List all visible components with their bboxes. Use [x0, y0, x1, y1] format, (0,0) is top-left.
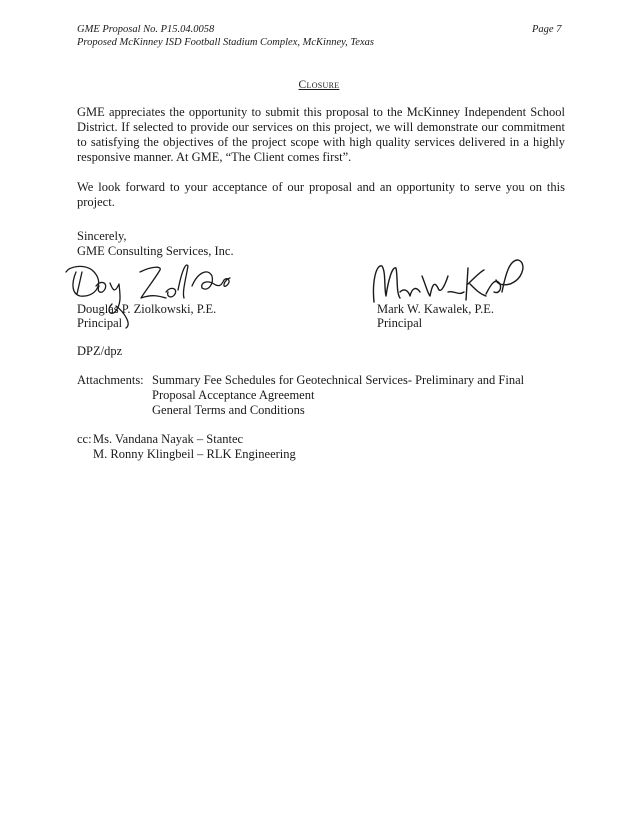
reference-initials: DPZ/dpz: [77, 344, 123, 358]
closure-paragraph-1: GME appreciates the opportunity to submit this proposal to the McKinney Independent School District. If selected to provide our services on this project, we will demonstrate our commitment to satisfying the objectives of the project scope with high quality services delivered in a highly responsive manner. At GME, “The Client comes first”.: [77, 105, 565, 164]
signer-2-title: Principal: [377, 316, 423, 330]
cc-recipient: Ms. Vandana Nayak – Stantec: [93, 432, 244, 446]
project-name: Proposed McKinney ISD Football Stadium Complex, McKinney, Texas: [77, 37, 374, 48]
cc-recipient: M. Ronny Klingbeil – RLK Engineering: [93, 447, 296, 461]
closure-paragraph-2: We look forward to your acceptance of our proposal and an opportunity to serve you on this project.: [77, 180, 565, 209]
attachment-item: General Terms and Conditions: [152, 403, 305, 417]
signer-1-name: Douglas P. Ziolkowski, P.E.: [77, 302, 217, 316]
company-name: GME Consulting Services, Inc.: [77, 244, 234, 258]
signer-1-title: Principal: [77, 316, 123, 330]
signer-2-name: Mark W. Kawalek, P.E.: [377, 302, 494, 316]
proposal-number: GME Proposal No. P15.04.0058: [77, 24, 215, 35]
page-number: Page 7: [532, 24, 562, 35]
attachment-item: Proposal Acceptance Agreement: [152, 388, 315, 402]
cc-label: cc:: [77, 432, 92, 446]
attachment-item: Summary Fee Schedules for Geotechnical Services- Preliminary and Final: [152, 373, 525, 387]
document-header: [77, 23, 374, 49]
salutation: Sincerely,: [77, 229, 127, 243]
attachments-label: Attachments:: [77, 373, 144, 387]
section-title: Closure: [298, 79, 340, 91]
